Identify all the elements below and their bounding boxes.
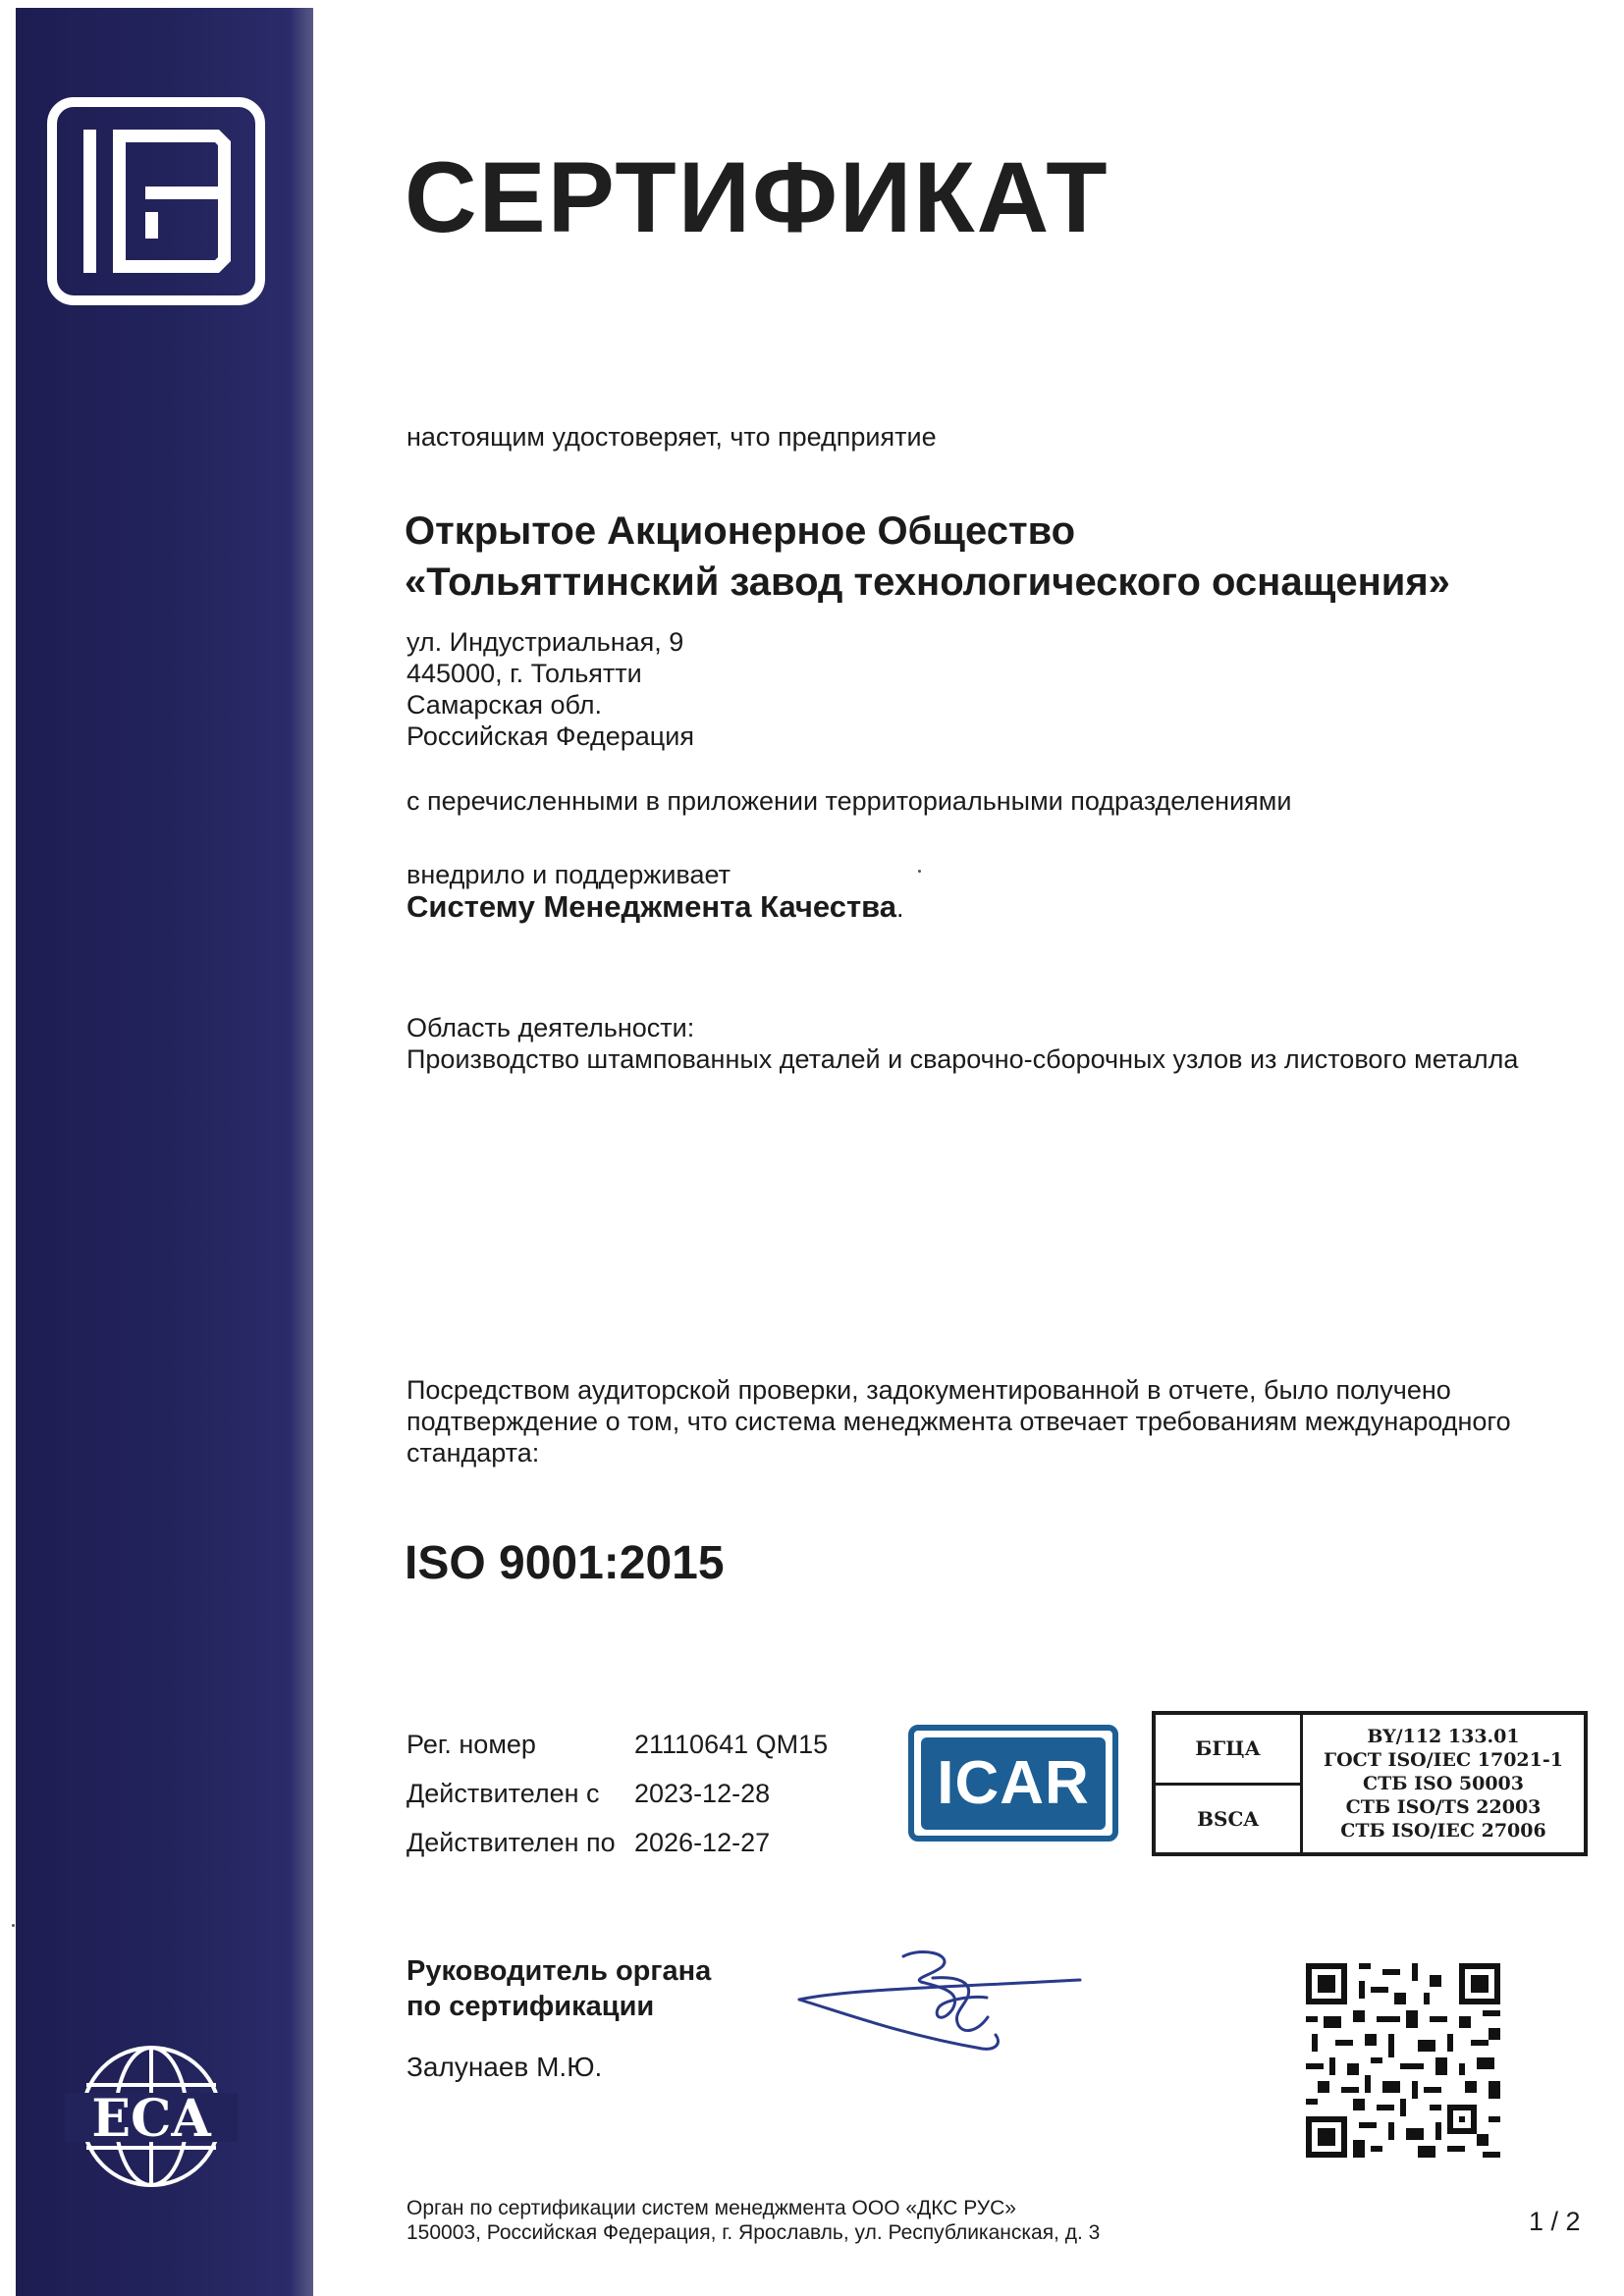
bsca-label-en: BSCA [1197, 1806, 1259, 1831]
page-number: 1 / 2 [1529, 2207, 1581, 2236]
audit-line: стандарта: [406, 1438, 540, 1468]
bsca-standard-line: СТБ ISO/TS 22003 [1345, 1796, 1542, 1818]
signatory-title-line1: Руководитель органа [406, 1955, 712, 1987]
audit-line: подтверждение о том, что система менеджмента отвечает требованиям международного [406, 1407, 1511, 1436]
bsca-left-column [1156, 1715, 1303, 1852]
registration-value: 21110641 QM15 [634, 1729, 829, 1759]
company-name [405, 506, 1450, 608]
company-address [406, 626, 694, 752]
scan-speck [12, 1924, 15, 1927]
scope-text: Производство штампованных деталей и сварочно-сборочных узлов из листового металла [406, 1044, 1519, 1074]
scope-label: Область деятельности: [406, 1013, 695, 1042]
management-system-name: Системy Менеджмента Качества [406, 889, 897, 924]
bsca-standards-list [1303, 1715, 1584, 1852]
icar-logo [908, 1725, 1118, 1842]
signatory-name: Залунаев М.Ю. [406, 2052, 603, 2082]
address-line: Самарская обл. [406, 690, 602, 720]
registration-row [406, 1769, 828, 1818]
icar-logo-text: ICAR [921, 1737, 1106, 1830]
signatory-title [406, 1953, 711, 2024]
registration-row [406, 1818, 828, 1867]
registration-value: 2026-12-27 [634, 1827, 771, 1857]
address-line: ул. Индустриальная, 9 [406, 627, 684, 657]
audit-statement [406, 1374, 1511, 1468]
eca-globe-logo-icon [65, 2042, 238, 2191]
registration-label: Действителен по [406, 1827, 616, 1857]
management-system-period: . [896, 893, 904, 923]
address-line: Российская Федерация [406, 721, 694, 751]
registration-row [406, 1720, 828, 1769]
bsca-label-ru: БГЦА [1156, 1715, 1300, 1786]
intro-text: настоящим удостоверяет, что предприятие [406, 422, 937, 452]
management-system [406, 889, 904, 925]
certificate-title: СЕРТИФИКАТ [405, 141, 1110, 253]
left-side-band [16, 8, 313, 2296]
registration-value: 2023-12-28 [634, 1778, 771, 1808]
scan-speck [918, 870, 921, 873]
iso-standard: ISO 9001:2015 [405, 1537, 725, 1589]
address-line: 445000, г. Тольятти [406, 659, 642, 688]
registration-table [406, 1720, 828, 1867]
bsca-standard-line: BY/112 133.01 [1367, 1726, 1520, 1747]
implemented-text: внедрило и поддерживает [406, 860, 731, 889]
eca-logo-text: ECA [91, 2089, 211, 2149]
footer-line2: 150003, Российская Федерация, г. Ярославль, ул. Республиканская, д. 3 [406, 2221, 1101, 2244]
audit-line: Посредством аудиторской проверки, задокументированной в отчете, было получено [406, 1375, 1451, 1405]
signatory-title-line2: по сертификации [406, 1991, 655, 2022]
company-name-line2: «Тольяттинский завод технологического оснащения» [405, 561, 1450, 604]
subdivisions-text: с перечисленными в приложении территориальными подразделениями [406, 786, 1292, 816]
footer-line1: Орган по сертификации систем менеджмента ООО «ДКС РУС» [406, 2197, 1016, 2219]
footer-address [406, 2196, 1100, 2245]
company-name-line1: Открытое Акционерное Общество [405, 509, 1076, 553]
handwritten-signature-icon [785, 1949, 1110, 2056]
registration-label: Рег. номер [406, 1729, 536, 1759]
bsca-standard-line: СТБ ISO/IEC 27006 [1340, 1820, 1546, 1842]
bsca-standard-line: ГОСТ ISO/IEC 17021-1 [1324, 1749, 1563, 1771]
qr-code-icon [1306, 1963, 1500, 2158]
bsca-standard-line: СТБ ISO 50003 [1363, 1773, 1524, 1794]
registration-label: Действителен с [406, 1778, 600, 1808]
bsca-accreditation-box [1152, 1711, 1588, 1856]
certification-body-logo-icon [46, 96, 266, 306]
